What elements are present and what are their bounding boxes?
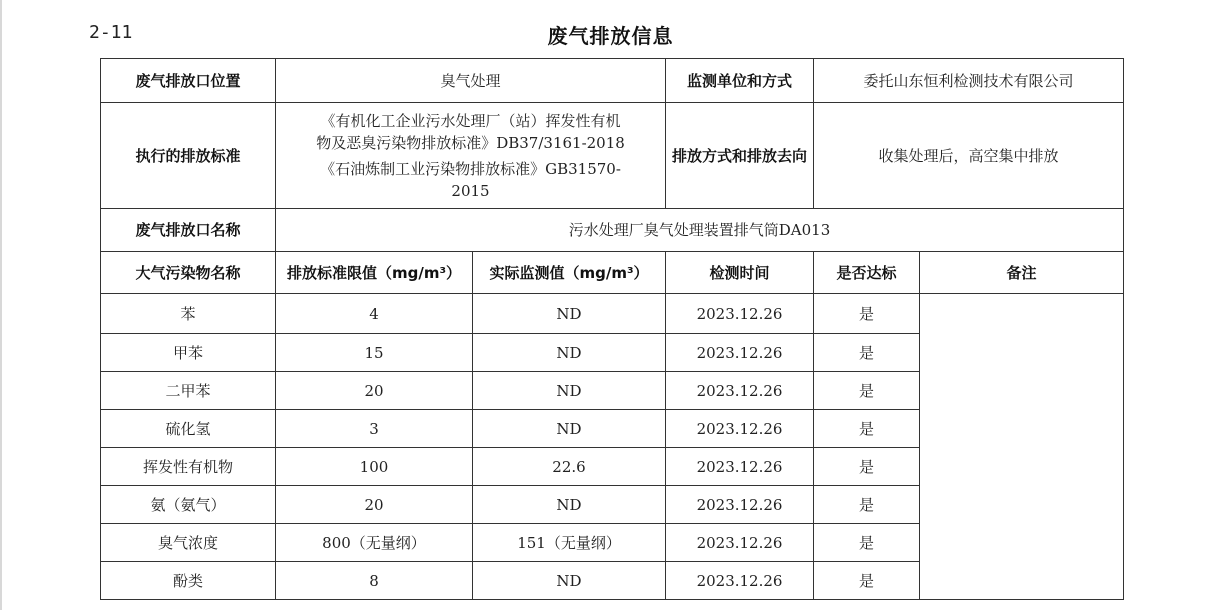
standard-line: 《石油炼制工业污染物排放标准》GB31570- (320, 159, 621, 178)
compliance-status: 是 (814, 486, 920, 524)
compliance-status: 是 (814, 410, 920, 448)
table-row (101, 294, 1124, 334)
pollutant-name: 二甲苯 (101, 372, 276, 410)
compliance-status: 是 (814, 334, 920, 372)
monitor-value: 委托山东恒利检测技术有限公司 (814, 59, 1124, 103)
compliance-status: 是 (814, 448, 920, 486)
compliance-status: 是 (814, 524, 920, 562)
limit-value: 8 (276, 562, 473, 600)
pollutant-name: 氨（氨气） (101, 486, 276, 524)
test-date: 2023.12.26 (666, 294, 814, 334)
method-value: 收集处理后，高空集中排放 (814, 103, 1124, 209)
pollutant-name: 苯 (101, 294, 276, 334)
measured-value: 151（无量纲） (473, 524, 666, 562)
standard-label: 执行的排放标准 (101, 103, 276, 209)
measured-value: 22.6 (473, 448, 666, 486)
method-label: 排放方式和排放去向 (666, 103, 814, 209)
limit-value: 3 (276, 410, 473, 448)
compliance-status: 是 (814, 294, 920, 334)
measured-value: ND (473, 294, 666, 334)
limit-value: 800（无量纲） (276, 524, 473, 562)
column-header-row (101, 252, 1124, 294)
standard-line: 《有机化工企业污水处理厂（站）挥发性有机 (320, 111, 621, 130)
test-date: 2023.12.26 (666, 562, 814, 600)
limit-value: 20 (276, 372, 473, 410)
measured-value: ND (473, 372, 666, 410)
page-number: 2-11 (89, 22, 133, 43)
measured-value: ND (473, 562, 666, 600)
pollutant-name: 甲苯 (101, 334, 276, 372)
outlet-position-value: 臭气处理 (276, 59, 666, 103)
pollutant-name: 酚类 (101, 562, 276, 600)
column-header: 是否达标 (814, 252, 920, 294)
standard-row (101, 103, 1124, 209)
pollutant-name: 臭气浓度 (101, 524, 276, 562)
outlet-name-label: 废气排放口名称 (101, 209, 276, 252)
pollutant-name: 硫化氢 (101, 410, 276, 448)
standard-line: 物及恶臭污染物排放标准》DB37/3161-2018 (316, 133, 625, 152)
remarks-cell (920, 294, 1124, 600)
page-left-edge (0, 0, 2, 610)
column-header: 大气污染物名称 (101, 252, 276, 294)
column-header: 检测时间 (666, 252, 814, 294)
test-date: 2023.12.26 (666, 448, 814, 486)
limit-value: 20 (276, 486, 473, 524)
outlet-name-row (101, 209, 1124, 252)
column-header: 实际监测值（mg/m³） (473, 252, 666, 294)
column-header: 排放标准限值（mg/m³） (276, 252, 473, 294)
monitor-label: 监测单位和方式 (666, 59, 814, 103)
outlet-position-row (101, 59, 1124, 103)
limit-value: 15 (276, 334, 473, 372)
limit-value: 100 (276, 448, 473, 486)
compliance-status: 是 (814, 372, 920, 410)
measured-value: ND (473, 410, 666, 448)
pollutant-name: 挥发性有机物 (101, 448, 276, 486)
standard-line: 2015 (451, 181, 490, 200)
emission-info-table (100, 58, 1124, 600)
measured-value: ND (473, 334, 666, 372)
standard-value (276, 103, 666, 209)
outlet-name-value: 污水处理厂臭气处理装置排气筒DA013 (276, 209, 1124, 252)
measured-value: ND (473, 486, 666, 524)
test-date: 2023.12.26 (666, 410, 814, 448)
compliance-status: 是 (814, 562, 920, 600)
test-date: 2023.12.26 (666, 372, 814, 410)
limit-value: 4 (276, 294, 473, 334)
test-date: 2023.12.26 (666, 524, 814, 562)
test-date: 2023.12.26 (666, 486, 814, 524)
outlet-position-label: 废气排放口位置 (101, 59, 276, 103)
page-title: 废气排放信息 (547, 24, 674, 48)
test-date: 2023.12.26 (666, 334, 814, 372)
column-header: 备注 (920, 252, 1124, 294)
